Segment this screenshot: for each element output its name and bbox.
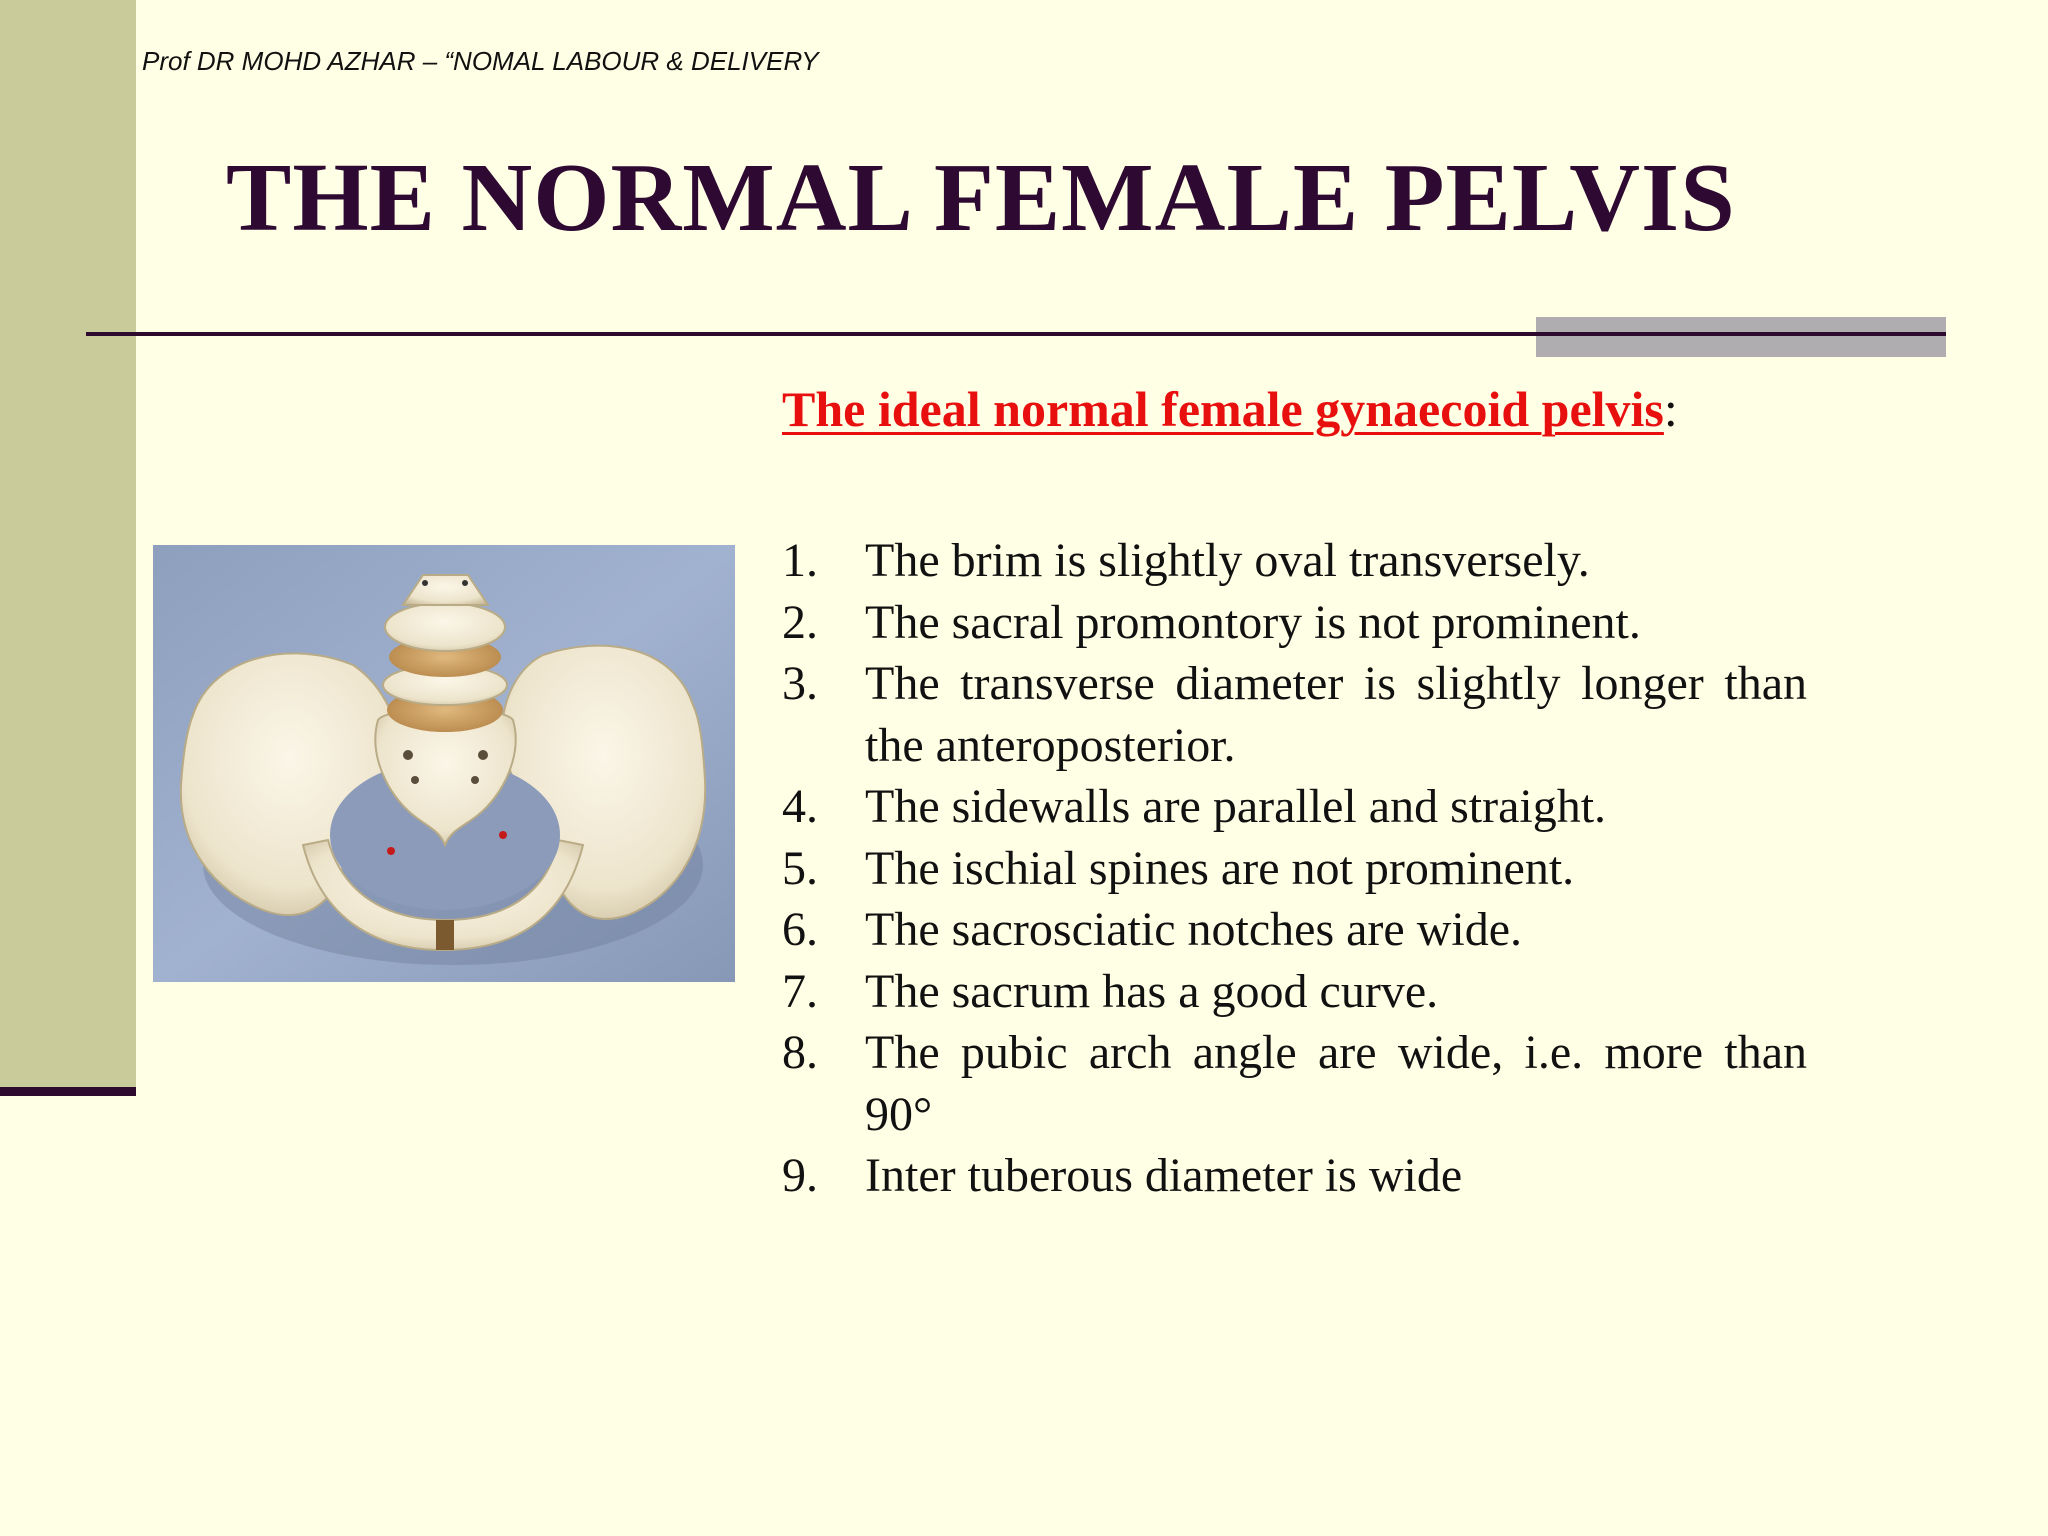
pelvis-characteristics-list [782,530,1807,1207]
list-item-number: 5. [782,841,818,895]
list-item [782,961,1807,1023]
list-item-text: The transverse diameter is slightly longer than the anteroposterior. [865,657,1807,772]
list-item-text: The sacrosciatic notches are wide. [865,903,1523,956]
list-item-number: 4. [782,780,818,833]
list-item-text: The ischial spines are not prominent. [865,841,1575,895]
list-item-text: The pubic arch angle are wide, i.e. more than 90° [865,1026,1807,1141]
list-item [782,838,1807,900]
list-item-text: Inter tuberous diameter is wide [865,1149,1463,1202]
list-item [782,1145,1807,1207]
list-item-number: 7. [782,964,818,1018]
list-item [782,1022,1807,1145]
list-item [782,530,1807,592]
title-rule-accent [1536,317,1946,357]
list-item [782,899,1807,961]
list-item [782,776,1807,838]
subtitle-text: The ideal normal female gynaecoid pelvis [782,381,1664,437]
list-item [782,592,1807,654]
list-item-number: 3. [782,657,818,710]
subtitle-colon: : [1663,381,1678,437]
pelvis-model-photo [153,545,735,982]
subtitle [782,380,1678,438]
pelvis-illustration-icon [153,545,735,982]
list-item-text: The sacral promontory is not prominent. [865,595,1641,649]
list-item-number: 6. [782,903,818,956]
list-item-number: 2. [782,595,818,649]
list-item-text: The sacrum has a good curve. [865,964,1439,1018]
left-accent-rule [0,1087,136,1096]
list-item-number: 8. [782,1026,818,1079]
slide-title: THE NORMAL FEMALE PELVIS [226,144,1736,252]
list-item-text: The sidewalls are parallel and straight. [865,780,1607,833]
list-item-text: The brim is slightly oval transversely. [865,534,1590,587]
list-item-number: 9. [782,1149,818,1202]
list-item [782,653,1807,776]
left-accent-bar [0,0,136,1090]
list-item-number: 1. [782,534,818,587]
header-credit: Prof DR MOHD AZHAR – “NOMAL LABOUR & DELIVERY [142,46,819,76]
title-rule-accent-line [1536,332,1946,336]
